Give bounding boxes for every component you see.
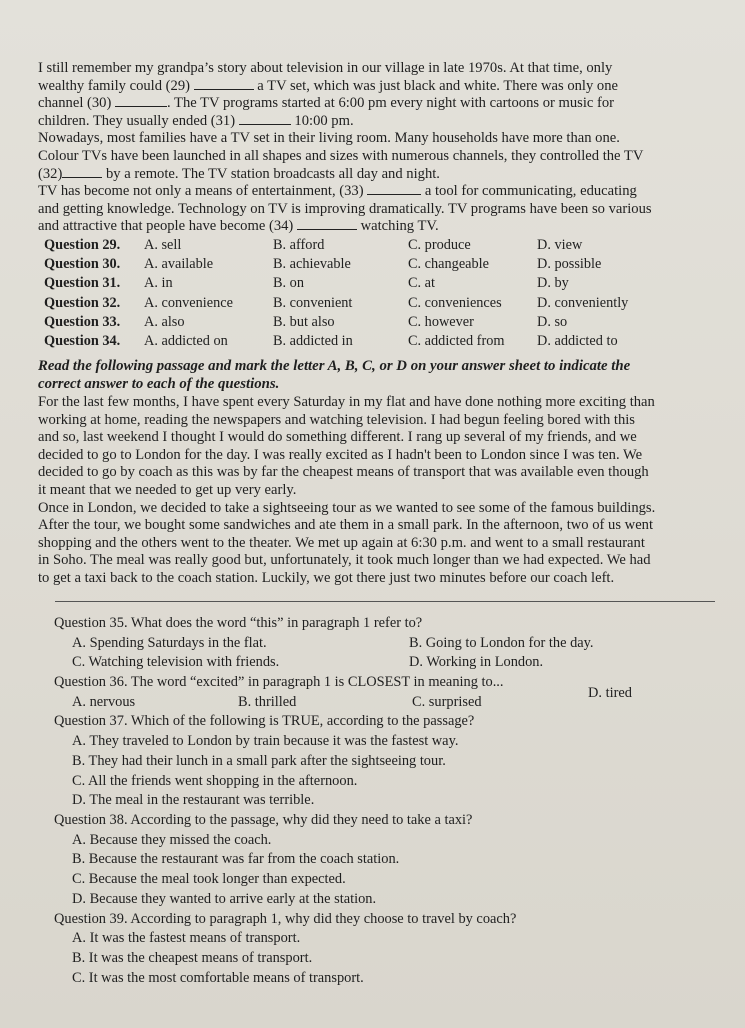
instruction-line: Read the following passage and mark the letter A, B, C, or D on your answer sheet to indicate the xyxy=(38,358,631,374)
option-d[interactable]: D. possible xyxy=(537,256,602,273)
option-b[interactable]: B. It was the cheapest means of transport. xyxy=(72,949,313,966)
blank-32 xyxy=(62,166,102,178)
question-row-30 xyxy=(38,255,718,274)
reading-passage xyxy=(38,394,718,588)
question-row-32 xyxy=(38,294,718,313)
option-a[interactable]: A. Spending Saturdays in the flat. xyxy=(72,634,267,651)
reading-instruction xyxy=(38,358,718,393)
question-label: Question 29. xyxy=(44,237,121,253)
cloze-line: and attractive that people have become (34) watching TV. xyxy=(38,218,439,235)
blank-31 xyxy=(239,113,291,125)
option-b[interactable]: B. but also xyxy=(273,313,335,330)
option-c[interactable]: C. however xyxy=(408,313,474,330)
cloze-line: channel (30) . The TV programs started at 6:00 pm every night with cartoons or music for xyxy=(38,95,615,112)
question-35-options-row1 xyxy=(38,634,718,654)
cloze-line: I still remember my grandpa’s story about television in our village in late 1970s. At that time, only xyxy=(38,60,613,76)
option-a[interactable]: A. in xyxy=(144,275,173,292)
reading-line: After the tour, we bought some sandwiches and ate them in a small park. In the afternoon, two of us went xyxy=(38,517,654,534)
cloze-line: children. They usually ended (31) 10:00 pm. xyxy=(38,112,354,129)
reading-line: it meant that we needed to get up very early. xyxy=(38,481,297,498)
blank-33 xyxy=(367,183,421,195)
instruction-line: correct answer to each of the questions. xyxy=(38,375,280,392)
question-39-stem: Question 39. According to paragraph 1, why did they choose to travel by coach? xyxy=(54,910,517,927)
question-35-stem: Question 35. What does the word “this” in paragraph 1 refer to? xyxy=(54,615,423,631)
option-d[interactable]: D. by xyxy=(537,275,569,292)
reading-line: decided to go to London for the day. I was really excited as I hadn't been to London since I was ten. We xyxy=(38,446,643,463)
blank-29 xyxy=(194,78,254,90)
option-a[interactable]: A. They traveled to London by train because it was the fastest way. xyxy=(72,733,459,750)
option-b[interactable]: B. thrilled xyxy=(238,693,297,710)
reading-line: working at home, reading the newspapers and watching television. I had begun feeling bored with this xyxy=(38,411,635,428)
option-c[interactable]: C. at xyxy=(408,275,436,292)
reading-line: Once in London, we decided to take a sightseeing tour as we wanted to see some of the famous buildings. xyxy=(38,499,656,516)
option-a[interactable]: A. nervous xyxy=(72,693,136,710)
reading-questions xyxy=(38,614,718,988)
option-d[interactable]: D. tired xyxy=(588,684,632,701)
option-c[interactable]: C. surprised xyxy=(412,693,482,710)
reading-line: shopping and the others went to the theater. We met up again at 6:30 p.m. and went to a small restaurant xyxy=(38,534,645,551)
cloze-line: Colour TVs have been launched in all shapes and sizes with numerous channels, they controlled the TV xyxy=(38,147,644,164)
question-36-options xyxy=(38,684,718,713)
option-b[interactable]: B. addicted in xyxy=(273,332,353,349)
question-35-options-row2 xyxy=(38,653,718,673)
option-c[interactable]: C. Watching television with friends. xyxy=(72,654,280,671)
question-label: Question 30. xyxy=(44,256,121,273)
blank-30 xyxy=(115,95,167,107)
option-b[interactable]: B. They had their lunch in a small park after the sightseeing tour. xyxy=(72,752,446,769)
option-a[interactable]: A. Because they missed the coach. xyxy=(72,831,272,848)
option-c[interactable]: C. All the friends went shopping in the afternoon. xyxy=(72,772,358,789)
blank-34 xyxy=(297,218,357,230)
option-c[interactable]: C. addicted from xyxy=(408,332,505,349)
option-a[interactable]: A. convenience xyxy=(144,294,233,311)
option-c[interactable]: C. produce xyxy=(408,237,471,253)
cloze-line: TV has become not only a means of entertainment, (33) a tool for communicating, educating xyxy=(38,183,637,200)
option-d[interactable]: D. view xyxy=(537,237,583,253)
reading-line: in Soho. The meal was really good but, unfortunately, it took much longer than we had expected. We had xyxy=(38,552,651,569)
option-c[interactable]: C. changeable xyxy=(408,256,489,273)
question-label: Question 32. xyxy=(44,294,121,311)
option-c[interactable]: C. Because the meal took longer than expected. xyxy=(72,871,346,888)
cloze-questions xyxy=(38,236,718,351)
option-d[interactable]: D. so xyxy=(537,313,568,330)
option-d[interactable]: D. conveniently xyxy=(537,294,629,311)
option-a[interactable]: A. also xyxy=(144,313,185,330)
question-37-stem: Question 37. Which of the following is TRUE, according to the passage? xyxy=(54,713,475,730)
option-b[interactable]: B. afford xyxy=(273,237,325,253)
cloze-line: wealthy family could (29) a TV set, which was just black and white. There was only one xyxy=(38,77,619,94)
reading-line: to get a taxi back to the coach station. Luckily, we got there just two minutes before our coach left. xyxy=(38,569,615,586)
question-row-31 xyxy=(38,274,718,293)
reading-line: decided to go by coach as this was by far the cheapest means of transport that was available even though xyxy=(38,464,649,481)
question-row-34 xyxy=(38,332,718,351)
question-label: Question 34. xyxy=(44,332,121,349)
option-b[interactable]: B. Because the restaurant was far from the coach station. xyxy=(72,851,400,868)
option-d[interactable]: D. addicted to xyxy=(537,332,618,349)
option-c[interactable]: C. It was the most comfortable means of transport. xyxy=(72,969,364,986)
reading-line: For the last few months, I have spent every Saturday in my flat and have done nothing more exciting than xyxy=(38,394,655,410)
option-b[interactable]: B. convenient xyxy=(273,294,353,311)
option-b[interactable]: B. Going to London for the day. xyxy=(409,634,594,651)
cloze-passage xyxy=(38,60,718,236)
option-d[interactable]: D. Because they wanted to arrive early at the station. xyxy=(72,890,377,907)
question-label: Question 33. xyxy=(44,313,121,330)
option-b[interactable]: B. on xyxy=(273,275,304,292)
option-a[interactable]: A. available xyxy=(144,256,214,273)
question-label: Question 31. xyxy=(44,275,121,292)
cloze-line: (32) by a remote. The TV station broadcasts all day and night. xyxy=(38,165,440,182)
divider-line xyxy=(55,601,715,602)
question-38-stem: Question 38. According to the passage, why did they need to take a taxi? xyxy=(54,811,473,828)
option-b[interactable]: B. achievable xyxy=(273,256,351,273)
question-row-33 xyxy=(38,313,718,332)
cloze-line: and getting knowledge. Technology on TV is improving dramatically. TV programs have been so various xyxy=(38,200,652,217)
reading-line: and so, last weekend I thought I would do something different. I rang up several of my friends, and we xyxy=(38,429,637,446)
option-a[interactable]: A. It was the fastest means of transport. xyxy=(72,930,301,947)
question-row-29 xyxy=(38,236,718,255)
option-d[interactable]: D. Working in London. xyxy=(409,654,544,671)
option-a[interactable]: A. addicted on xyxy=(144,332,228,349)
option-d[interactable]: D. The meal in the restaurant was terrible. xyxy=(72,792,315,809)
option-c[interactable]: C. conveniences xyxy=(408,294,502,311)
question-36-stem: Question 36. The word “excited” in paragraph 1 is CLOSEST in meaning to... xyxy=(54,674,504,691)
cloze-line: Nowadays, most families have a TV set in their living room. Many households have more than one. xyxy=(38,130,620,147)
option-a[interactable]: A. sell xyxy=(144,237,182,253)
